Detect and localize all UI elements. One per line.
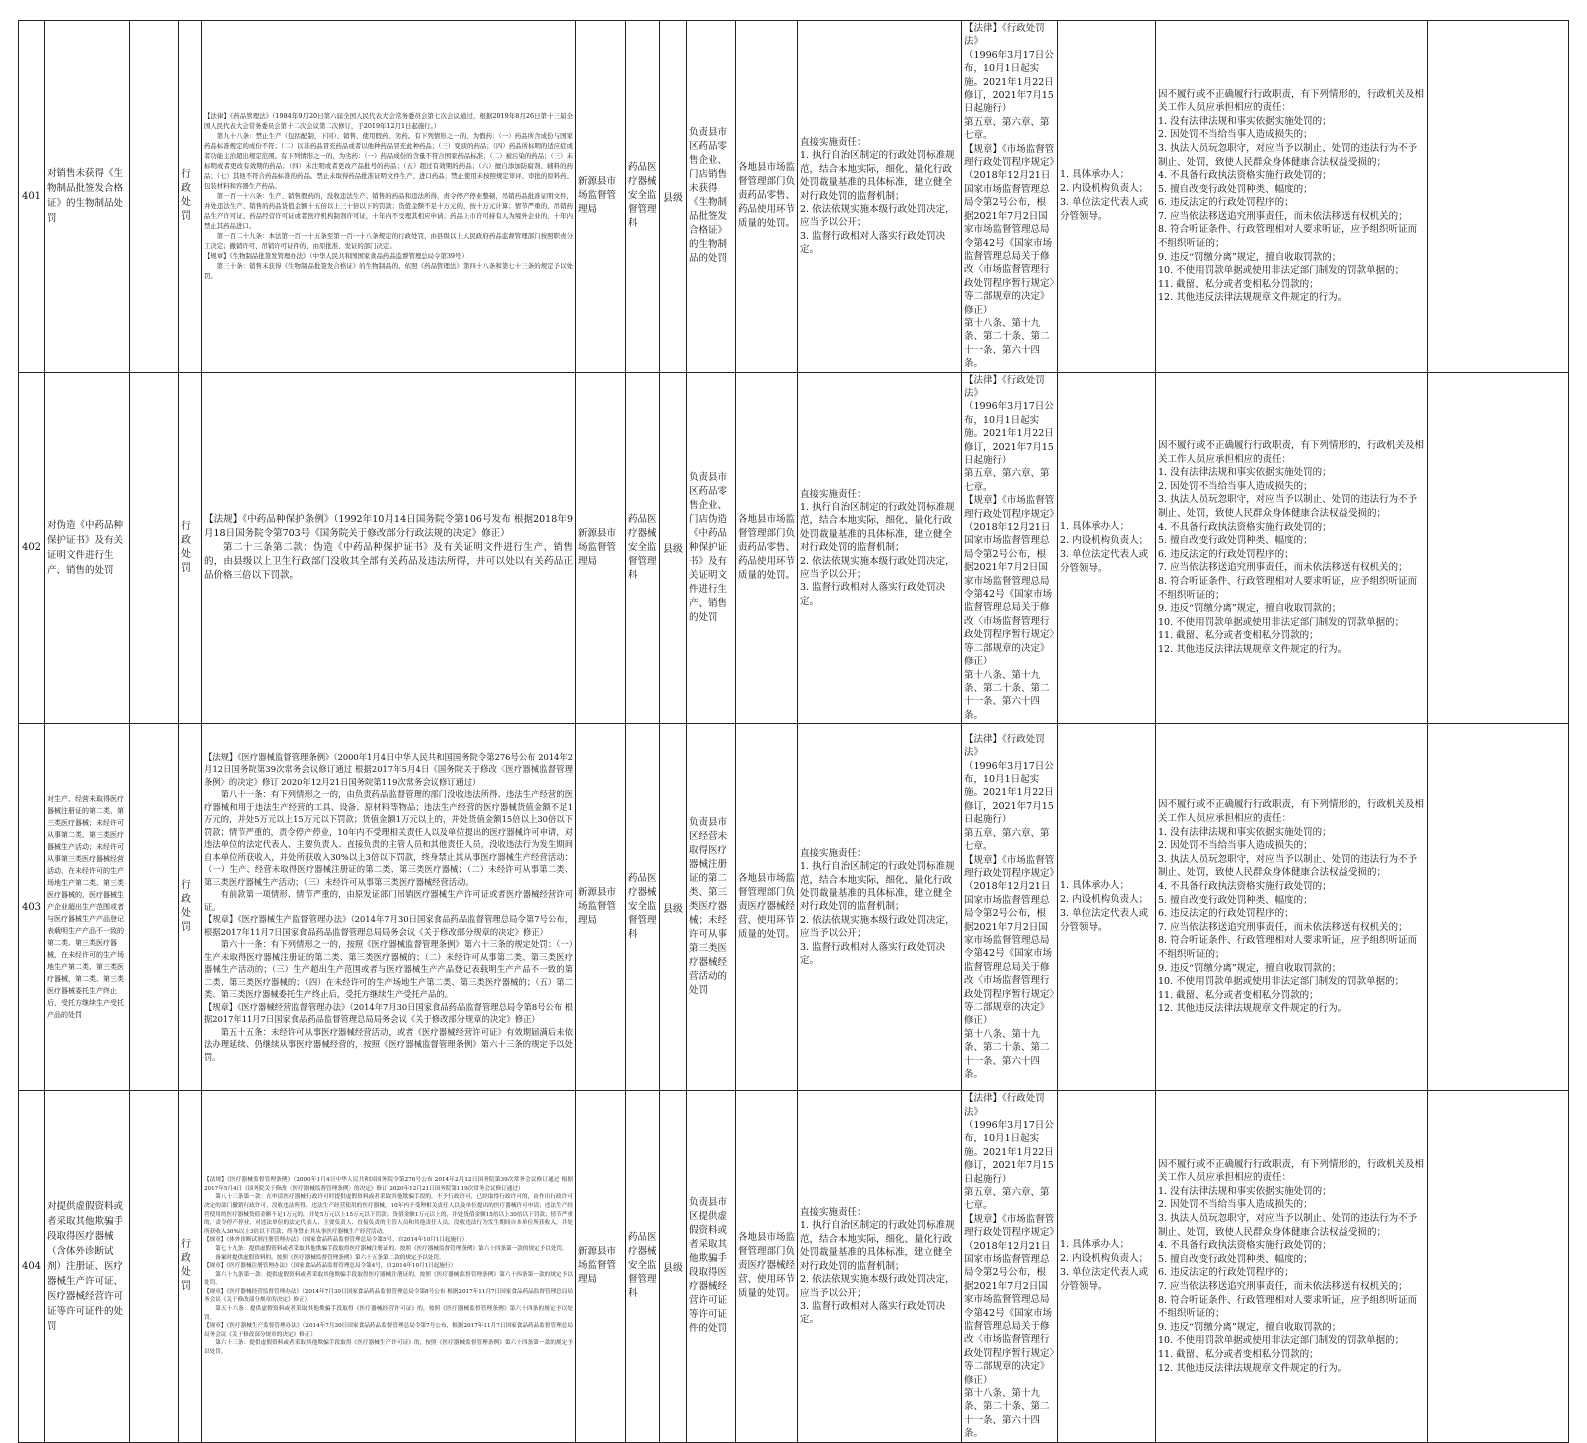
accountability-line: 2. 因处罚不当给当事人造成损失的；	[1158, 480, 1313, 492]
accountability-line: 3. 执法人员玩忽职守，对应当予以制止、处罚的违法行为不予制止、处罚，致使人民群众身体健康合法权益受损的；	[1158, 494, 1418, 520]
responsible-department: 药品医疗器械安全监督管理科	[626, 724, 660, 1091]
legal-basis-paragraph: 【规章】《医疗器械注册管理办法》（国家食品药品监督管理总局令第4号，自2014年10月1日起施行）	[204, 1263, 457, 1270]
legal-basis-paragraph: 第六十一条：有下列情形之一的，按照《医疗器械监督管理条例》第六十三条的规定处罚：（一）生产未取得医疗器械注册证的第二类、第三类医疗器械的；（二）未经许可从事第二类、第三类医疗器械生产活动的；（三）生产超出生产范围或者与医疗器械生产产品登记表载明生产产品不一致的第二类、第三类医疗器械的；（四）在未经许可的生产场地生产第二类、第三类医疗器械的；（五）第二类、第三类医疗器械委托生产终止后，受托方继续生产受托产品的。	[204, 939, 573, 1000]
procedure-line: （1996年3月17日公布，10月1日起实施。2021年1月22日修订，2021年7月15日起施行）	[964, 1119, 1054, 1185]
legal-basis-paragraph: 第二十三条第二款：伪造《中药品种保护证书》及有关证明文件进行生产、销售的，由县级以上卫生行政部门没收其全部有关药品及违法所得，并可以处以有关药品正品价格三倍以下罚款。	[204, 541, 573, 581]
legal-basis-paragraph: 备案时提供虚假资料的，按照《医疗器械监督管理条例》第六十五条第二款的规定予以处罚。	[215, 1254, 445, 1261]
responsibility-line: 3. 监督行政相对人落实行政处罚决定。	[800, 230, 946, 256]
accountability-line: 7. 应当依法移送追究刑事责任，而未依法移送有权机关的；	[1158, 921, 1408, 933]
legal-basis-paragraph: 第五十六条：提供虚假资料或者采取其他欺骗手段取得《医疗器械经营许可证》的，按照《医疗器械监督管理条例》第六十四条的规定予以处罚。	[204, 1306, 573, 1321]
procedure-line: 第五章、第六章、第七章。	[964, 468, 1050, 493]
accountability-line: 8. 符合听证条件、行政管理相对人要求听证，应予组织听证而不组织听证的；	[1158, 576, 1418, 601]
responsible-department: 药品医疗器械安全监督管理科	[626, 372, 660, 724]
accountability-line: 10. 不使用罚款单据或使用非法定部门制发的罚款单据的；	[1158, 976, 1405, 988]
procedure-line: （1996年3月17日公布，10月1日起实施。2021年1月22日修订，2021年7月15日起施行）	[964, 760, 1054, 826]
procedure-line: 第十八条、第十九条、第二十条、第二十一条、第六十四条。	[964, 1028, 1050, 1080]
bearer-line: 3. 单位法定代表人或分管领导。	[1060, 197, 1149, 223]
duty-condition: 负责县市区提供虚假资料或者采取其他欺骗手段取得医疗器械经营许可证等许可证件的处罚	[687, 1091, 736, 1443]
accountability-line: 6. 违反法定的行政处罚程序的；	[1158, 548, 1294, 560]
exercise-level: 县级	[660, 724, 687, 1091]
item-name: 对生产、经营未取得医疗器械注册证的第二类、第三类医疗器械；未经许可从事第二类、第三类医疗器械生产活动；未经许可从事第三类医疗器械经营活动，在未经许可的生产场地生产第二类、第三类医疗器械的，医疗器械生产企业超出生产范围或者与医疗器械生产产品登记表载明生产产品不一致的第二类、第三类医疗器械，在未经许可的生产场地生产第二类、第三类医疗器械，第二类、第三类医疗器械委托生产终止后，受托方继续生产受托产品的处罚	[45, 724, 130, 1091]
procedure-line: 第五章、第六章、第七章。	[964, 827, 1050, 853]
accountability-line: 2. 因处罚不当给当事人造成损失的；	[1158, 840, 1313, 852]
legal-basis-paragraph: 第七十九条：提供虚假资料或者采取其他欺骗手段取得医疗器械注册证的，按照《医疗器械监督管理条例》第六十四条第一款的规定予以处罚。	[215, 1245, 568, 1252]
accountability-line: 7. 应当依法移送追究刑事责任，而未依法移送有权机关的；	[1158, 210, 1408, 222]
responsibility-line: 2. 依法依规实施本级行政处罚决定，应当予以公开；	[800, 914, 955, 940]
procedure-basis	[962, 1091, 1058, 1443]
procedure-line: 第十八条、第十九条、第二十条、第二十一条、第六十四条。	[964, 669, 1050, 721]
bearer-line: 3. 单位法定代表人或分管领导。	[1060, 1267, 1149, 1293]
accountability-line: 12. 其他违反法律法规规章文件规定的行为。	[1158, 292, 1348, 304]
legal-basis-paragraph: 【法规】《医疗器械监督管理条例》（2000年1月4日中华人民共和国国务院令第276号公布 2014年2月12日国务院第39次常务会议修订通过 根据2017年5月4日《国务院关于修改〈医疗器械监督管理条例〉的决定》修订 2020年12月21日国务院第119次常务会议修订通过）	[204, 1177, 573, 1192]
legal-basis-paragraph: 【法规】《中药品种保护条例》（1992年10月14日国务院令第106号发布 根据2018年9月18日国务院令第703号《国务院关于修改部分行政法规的决定》修正）	[204, 513, 573, 539]
responsibility-line: 2. 依法依规实施本级行政处罚决定，应当予以公开；	[800, 203, 955, 229]
accountability-line: 9. 违反“罚缴分离”规定，擅自收取罚款的；	[1158, 1321, 1342, 1333]
accountability-line: 12. 其他违反法律法规规章文件规定的行为。	[1158, 644, 1348, 655]
responsibility-table	[18, 20, 1569, 1443]
duty-department: 各地县市场监督管理部门负责药品零售、药品使用环节质量的处罚。	[736, 372, 798, 724]
empty-cell	[130, 372, 179, 724]
responsibility-line: 直接实施责任：	[800, 1207, 867, 1219]
accountability-line: 12. 其他违反法律法规规章文件规定的行为。	[1158, 1362, 1348, 1374]
bearer-line: 3. 单位法定代表人或分管领导。	[1060, 548, 1149, 574]
accountability-line: 5. 擅自改变行政处罚种类、幅度的；	[1158, 535, 1313, 547]
accountability-line: 2. 因处罚不当给当事人造成损失的；	[1158, 129, 1313, 141]
responsibility-line: 1. 执行自治区制定的行政处罚标准规范，结合本地实际，细化、量化行政处罚裁量基准的具体标准，建立健全对行政处罚的监督机制；	[800, 1220, 955, 1272]
remarks-cell	[1428, 372, 1569, 724]
empty-cell	[130, 21, 179, 373]
accountability-line: 5. 擅自改变行政处罚种类、幅度的；	[1158, 1253, 1313, 1265]
item-number: 404	[19, 1091, 45, 1443]
bearer-line: 2. 内设机构负责人；	[1060, 534, 1149, 546]
bearer-line: 2. 内设机构负责人；	[1060, 1253, 1149, 1265]
responsibility-line: 直接实施责任：	[800, 136, 867, 148]
implementing-subject: 新源县市场监督管理局	[576, 1091, 626, 1443]
responsibility-items	[798, 21, 962, 373]
procedure-line: 【规章】《市场监督管理行政处罚程序规定》（2018年12月21日国家市场监督管理总局令第2号公布，根据2021年7月2日国家市场监督管理总局令第42号《国家市场监督管理总局关于修改〈市场监督管理行政处罚程序暂行规定〉等二部规章的决定》修正）	[964, 854, 1055, 1027]
duty-department: 各地县市场监督管理部门负责医疗器械经营、使用环节质量的处罚。	[736, 1091, 798, 1443]
legal-basis-paragraph: 第一百二十九条：本法第一百一十五条至第一百一十八条规定的行政处罚，由县级以上人民政府药品监督管理部门按照职责分工决定；撤销许可、吊销许可证件的，由原批准、发证的部门决定。	[204, 232, 573, 251]
item-number: 403	[19, 724, 45, 1091]
accountability-line: 因不履行或不正确履行行政职责，有下列情形的，行政机关及相关工作人员应承担相应的责任：	[1158, 1158, 1425, 1184]
accountability-line: 7. 应当依法移送追究刑事责任，而未依法移送有权机关的；	[1158, 562, 1408, 574]
duty-condition: 负责县市区药品零售企业、门店伪造《中药品种保护证书》及有关证明文件进行生产、销售的处罚	[687, 372, 736, 724]
responsibility-line: 2. 依法依规实施本级行政处罚决定，应当予以公开；	[800, 555, 955, 580]
accountability-line: 4. 不具备行政执法资格实施行政处罚的；	[1158, 1240, 1332, 1252]
accountability-line: 11. 截留、私分或者变相私分罚款的；	[1158, 278, 1319, 290]
responsibility-line: 1. 执行自治区制定的行政处罚标准规范，结合本地实际，细化、量化行政处罚裁量基准的具体标准，建立健全对行政处罚的监督机制；	[800, 150, 955, 202]
accountability-line: 6. 违反法定的行政处罚程序的；	[1158, 908, 1294, 920]
bearer-line: 1. 具体承办人；	[1060, 169, 1130, 181]
item-category: 行政处罚	[179, 21, 202, 373]
accountability-line: 11. 截留、私分或者变相私分罚款的；	[1158, 989, 1319, 1001]
procedure-line: （1996年3月17日公布，10月1日起实施。2021年1月22日修订，2021年7月15日起施行）	[964, 49, 1054, 115]
procedure-line: （1996年3月17日公布，10月1日起实施。2021年1月22日修订，2021年7月15日起施行）	[964, 401, 1054, 466]
implementing-subject: 新源县市场监督管理局	[576, 21, 626, 373]
accountability-line: 11. 截留、私分或者变相私分罚款的；	[1158, 1348, 1319, 1360]
accountability-line: 因不履行或不正确履行行政职责，有下列情形的，行政机关及相关工作人员应承担相应的责任：	[1158, 440, 1425, 465]
accountability-situations	[1156, 21, 1428, 373]
legal-basis-paragraph: 【规章】《医疗器械经营监督管理办法》（2014年7月30日国家食品药品监督管理总局令第8号公布 根据2017年11月7日国家食品药品监督管理总局局务会议《关于修改部分规章的决定》修正）	[204, 1288, 573, 1304]
accountability-line: 6. 违反法定的行政处罚程序的；	[1158, 1267, 1294, 1279]
accountability-line: 4. 不具备行政执法资格实施行政处罚的；	[1158, 170, 1332, 182]
implementing-subject: 新源县市场监督管理局	[576, 372, 626, 724]
accountability-line: 10. 不使用罚款单据或使用非法定部门制发的罚款单据的；	[1158, 616, 1405, 628]
responsibility-items	[798, 1091, 962, 1443]
accountability-situations	[1156, 372, 1428, 724]
accountability-line: 1. 没有法律法规和事实依据实施处罚的；	[1158, 826, 1332, 838]
responsibility-line: 2. 依法依规实施本级行政处罚决定，应当予以公开；	[800, 1274, 955, 1299]
responsibility-line: 直接实施责任：	[800, 847, 867, 859]
bearer-line: 1. 具体承办人；	[1060, 520, 1130, 532]
accountability-line: 3. 执法人员玩忽职守，对应当予以制止、处罚的违法行为不予制止、处罚，致使人民群众身体健康合法权益受损的；	[1158, 142, 1418, 168]
procedure-line: 【规章】《市场监督管理行政处罚程序规定》（2018年12月21日国家市场监督管理总局令第2号公布，根据2021年7月2日国家市场监督管理总局令第42号《国家市场监督管理总局关于修改〈市场监督管理行政处罚程序暂行规定〉等二部规章的决定》修正）	[964, 143, 1055, 316]
table-row	[19, 1091, 1569, 1443]
procedure-line: 【法律】《行政处罚法》	[964, 374, 1045, 399]
procedure-line: 【规章】《市场监督管理行政处罚程序规定》（2018年12月21日国家市场监督管理总局令第2号公布，根据2021年7月2日国家市场监督管理总局令第42号《国家市场监督管理总局关于修改〈市场监督管理行政处罚程序暂行规定〉等二部规章的决定》修正）	[964, 495, 1055, 668]
implementing-subject: 新源县市场监督管理局	[576, 724, 626, 1091]
item-name: 对销售未获得《生物制品批签发合格证》的生物制品处罚	[45, 21, 130, 373]
accountability-line: 11. 截留、私分或者变相私分罚款的；	[1158, 630, 1319, 642]
remarks-cell	[1428, 724, 1569, 1091]
accountability-line: 因不履行或不正确履行行政职责，有下列情形的，行政机关及相关工作人员应承担相应的责任：	[1158, 88, 1425, 114]
accountability-line: 因不履行或不正确履行行政职责，有下列情形的，行政机关及相关工作人员应承担相应的责任：	[1158, 799, 1425, 824]
empty-cell	[130, 1091, 179, 1443]
legal-basis	[202, 21, 576, 373]
empty-cell	[130, 724, 179, 1091]
table-row	[19, 21, 1569, 373]
duty-condition: 负责县市区药品零售企业、门店销售未获得《生物制品批签发合格证》的生物制品的处罚	[687, 21, 736, 373]
procedure-basis	[962, 372, 1058, 724]
responsibility-line: 1. 执行自治区制定的行政处罚标准规范，结合本地实际，细化、量化行政处罚裁量基准的具体标准，建立健全对行政处罚的监督机制；	[800, 861, 955, 913]
accountability-line: 7. 应当依法移送追究刑事责任，而未依法移送有权机关的；	[1158, 1281, 1408, 1292]
accountability-line: 10. 不使用罚款单据或使用非法定部门制发的罚款单据的；	[1158, 265, 1405, 277]
item-name: 对提供虚假资料或者采取其他欺骗手段取得医疗器械（含体外诊断试剂）注册证、医疗器械生产许可证、医疗器械经营许可证等许可证件的处罚	[45, 1091, 130, 1443]
legal-basis-paragraph: 第五十五条：未经许可从事医疗器械经营活动，或者《医疗器械经营许可证》有效期届满后未依法办理延续、仍继续从事医疗器械经营的，按照《医疗器械监督管理条例》第六十三条的规定予以处罚。	[204, 1026, 573, 1062]
responsibility-bearer	[1058, 724, 1156, 1091]
duty-department: 各地县市场监督管理部门负责药品零售、药品使用环节质量的处罚。	[736, 21, 798, 373]
procedure-line: 第十八条、第十九条、第二十条、第二十一条、第六十四条。	[964, 1388, 1050, 1440]
remarks-cell	[1428, 1091, 1569, 1443]
responsibility-line: 3. 监督行政相对人落实行政处罚决定。	[800, 1300, 946, 1326]
duty-department: 各地县市场监督管理部门负责医疗器械经营、使用环节质量的处罚。	[736, 724, 798, 1091]
legal-basis-paragraph: 第八十三条第一款：在申请医疗器械行政许可时提供虚假资料或者采取其他欺骗手段的，不予行政许可，已经取得行政许可的，由作出行政许可决定的部门撤销行政许可，没收违法所得、违法生产经营使用的医疗器械，10年内不受理相关责任人以及单位提出的医疗器械许可申请；违法生产经营使用的医疗器械货值金额不足1万元的，并处5万元以上15万元以下罚款；货值金额1万元以上的，并处货值金额15倍以上30倍以下罚款；情节严重的，责令停产停业，对违法单位的法定代表人、主要负责人、直接负责的主管人员和其他责任人员，没收违法行为发生期间自本单位所获收入，并处所获收入30%以上3倍以下罚款，终身禁止其从事医疗器械生产经营活动。	[204, 1194, 573, 1235]
legal-basis-paragraph: 第九十八条：禁止生产（包括配制，下同）、销售、使用假药、劣药。有下列情形之一的，为假药：（一）药品所含成份与国家药品标准规定的成份不符；（二）以非药品冒充药品或者以他种药品冒充此种药品；（三）变质的药品；（四）药品所标明的适应症或者功能主治超出规定范围。有下列情形之一的，为劣药：（一）药品成份的含量不符合国家药品标准；（二）被污染的药品；（三）未标明或者更改有效期的药品；（四）未注明或者更改产品批号的药品；（五）超过有效期的药品；（六）擅自添加防腐剂、辅料的药品；（七）其他不符合药品标准的药品。禁止未取得药品批准证明文件生产、进口药品；禁止使用未按照规定审评、审批的原料药、包装材料和容器生产药品。	[204, 132, 573, 191]
accountability-line: 2. 因处罚不当给当事人造成损失的；	[1158, 1199, 1313, 1211]
procedure-basis	[962, 21, 1058, 373]
item-name: 对伪造《中药品种保护证书》及有关证明文件进行生产、销售的处罚	[45, 372, 130, 724]
duty-condition: 负责县市区经营未取得医疗器械注册证的第二类、第三类医疗器械；未经许可从事第三类医疗器械经营活动的处罚	[687, 724, 736, 1091]
procedure-line: 【法律】《行政处罚法》	[964, 733, 1045, 759]
accountability-situations	[1156, 724, 1428, 1091]
responsibility-bearer	[1058, 1091, 1156, 1443]
legal-basis-paragraph: 第一百一十六条：生产、销售假药的，没收违法生产、销售的药品和违法所得，责令停产停业整顿，吊销药品批准证明文件，并处违法生产、销售的药品货值金额十五倍以上三十倍以下的罚款；货值金额不足十万元的，按十万元计算；情节严重的，吊销药品生产许可证、药品经营许可证或者医疗机构制剂许可证，十年内不受理其相应申请；药品上市许可持有人为境外企业的，十年内禁止其药品进口。	[204, 192, 573, 231]
legal-basis-paragraph: 第六十三条：提供虚假资料或者采取其他欺骗手段取得《医疗器械生产许可证》的，按照《医疗器械监督管理条例》第六十四条第一款的规定予以处罚。	[204, 1340, 573, 1356]
responsibility-bearer	[1058, 21, 1156, 373]
responsibility-line: 3. 监督行政相对人落实行政处罚决定。	[800, 941, 946, 967]
bearer-line: 2. 内设机构负责人；	[1060, 894, 1149, 906]
legal-basis-paragraph: 【法律】《药品管理法》（1984年9月20日第六届全国人民代表大会常务委员会第七次会议通过，根据2019年8月26日第十三届全国人民代表大会常务委员会第十二次会议第二次修订，于2019年12月1日起施行。）	[204, 112, 573, 131]
responsibility-line: 1. 执行自治区制定的行政处罚标准规范，结合本地实际，细化、量化行政处罚裁量基准的具体标准，建立健全对行政处罚的监督机制；	[800, 501, 955, 554]
item-category: 行政处罚	[179, 1091, 202, 1443]
accountability-line: 8. 符合听证条件、行政管理相对人要求听证，应予组织听证而不组织听证的；	[1158, 224, 1418, 250]
accountability-line: 9. 违反“罚缴分离”规定，擅自收取罚款的；	[1158, 251, 1342, 263]
legal-basis	[202, 1091, 576, 1443]
accountability-line: 1. 没有法律法规和事实依据实施处罚的；	[1158, 467, 1332, 479]
item-number: 401	[19, 21, 45, 373]
legal-basis-paragraph: 【规章】《生物制品批签发管理办法》（中华人民共和国国家食品药品监督管理总局令第39号）	[204, 252, 468, 261]
legal-basis-paragraph: 【规章】《医疗器械经营监督管理办法》（2014年7月30日国家食品药品监督管理总局令第8号公布 根据2017年11月7日国家食品药品监督管理总局局务会议《关于修改部分规章的决定》修正）	[204, 1001, 573, 1025]
legal-basis-paragraph: 第三十条：销售未获得《生物制品批签发合格证》的生物制品的，依照《药品管理法》第四十八条和第七十三条的规定予以处罚。	[204, 262, 573, 281]
bearer-line: 1. 具体承办人；	[1060, 880, 1130, 892]
legal-basis-paragraph: 第六十九条第一款：提供虚假资料或者采取其他欺骗手段取得医疗器械注册证的，按照《医疗器械监督管理条例》第六十四条第一款的规定予以处罚。	[204, 1271, 573, 1287]
responsibility-line: 直接实施责任：	[800, 488, 867, 500]
responsible-department: 药品医疗器械安全监督管理科	[626, 21, 660, 373]
responsibility-bearer	[1058, 372, 1156, 724]
accountability-line: 4. 不具备行政执法资格实施行政处罚的；	[1158, 880, 1332, 892]
exercise-level: 县级	[660, 21, 687, 373]
accountability-situations	[1156, 1091, 1428, 1443]
responsibility-items	[798, 724, 962, 1091]
procedure-line: 【法律】《行政处罚法》	[964, 23, 1045, 48]
procedure-basis	[962, 724, 1058, 1091]
accountability-line: 5. 擅自改变行政处罚种类、幅度的；	[1158, 183, 1313, 195]
accountability-line: 10. 不使用罚款单据或使用非法定部门制发的罚款单据的；	[1158, 1335, 1405, 1347]
procedure-line: 第五章、第六章、第七章。	[964, 116, 1050, 142]
procedure-line: 第五章、第六章、第七章。	[964, 1186, 1050, 1212]
procedure-line: 第十八条、第十九条、第二十条、第二十一条、第六十四条。	[964, 317, 1050, 370]
accountability-line: 9. 违反“罚缴分离”规定，擅自收取罚款的；	[1158, 603, 1342, 615]
responsible-department: 药品医疗器械安全监督管理科	[626, 1091, 660, 1443]
legal-basis-paragraph: 第八十一条：有下列情形之一的，由负责药品监督管理的部门没收违法所得、违法生产经营的医疗器械和用于违法生产经营的工具、设备、原材料等物品；违法生产经营的医疗器械货值金额不足1万元的，并处5万元以上15万元以下罚款；货值金额1万元以上的，并处货值金额15倍以上30倍以下罚款；情节严重的，责令停产停业，10年内不受理相关责任人以及单位提出的医疗器械许可申请，对违法单位的法定代表人、主要负责人、直接负责的主管人员和其他责任人员，没收违法行为发生期间自本单位所获收入，并处所获收入30%以上3倍以下罚款，终身禁止其从事医疗器械生产经营活动：（一）生产、经营未取得医疗器械注册证的第二类、第三类医疗器械；（二）未经许可从事第二类、第三类医疗器械生产活动；（三）未经许可从事第三类医疗器械经营活动。	[204, 789, 573, 887]
table-row	[19, 724, 1569, 1091]
responsibility-items	[798, 372, 962, 724]
remarks-cell	[1428, 21, 1569, 373]
item-number: 402	[19, 372, 45, 724]
legal-basis-paragraph: 【规章】《医疗器械生产监督管理办法》（2014年7月30日国家食品药品监督管理总局令第7号公布，根据2017年11月7日国家食品药品监督管理总局局务会议《关于修改部分规章的决定》修正）	[204, 914, 573, 937]
bearer-line: 3. 单位法定代表人或分管领导。	[1060, 908, 1149, 934]
bearer-line: 1. 具体承办人；	[1060, 1239, 1130, 1251]
accountability-line: 5. 擅自改变行政处罚种类、幅度的；	[1158, 894, 1313, 906]
item-category: 行政处罚	[179, 372, 202, 724]
procedure-line: 【法律】《行政处罚法》	[964, 1093, 1045, 1118]
accountability-line: 8. 符合听证条件、行政管理相对人要求听证，应予组织听证而不组织听证的；	[1158, 1294, 1418, 1320]
responsibility-line: 3. 监督行政相对人落实行政处罚决定。	[800, 582, 946, 607]
legal-basis-paragraph: 【法规】《医疗器械监督管理条例》（2000年1月4日中华人民共和国国务院令第276号公布 2014年2月12日国务院第39次常务会议修订通过 根据2017年5月4日《国务院关于修改〈医疗器械监督管理条例〉的决定》修订 2020年12月21日国务院第119次常务会议修订通过）	[204, 751, 573, 787]
accountability-line: 1. 没有法律法规和事实依据实施处罚的；	[1158, 1185, 1332, 1197]
accountability-line: 9. 违反“罚缴分离”规定，擅自收取罚款的；	[1158, 962, 1342, 974]
exercise-level: 县级	[660, 1091, 687, 1443]
legal-basis	[202, 372, 576, 724]
accountability-line: 3. 执法人员玩忽职守，对应当予以制止、处罚的违法行为不予制止、处罚，致使人民群众身体健康合法权益受损的；	[1158, 1213, 1418, 1238]
legal-basis-paragraph: 【规章】《体外诊断试剂注册管理办法》（国家食品药品监督管理总局令第5号，自2014年10月1日起施行）	[204, 1237, 468, 1244]
accountability-line: 8. 符合听证条件、行政管理相对人要求听证，应予组织听证而不组织听证的；	[1158, 935, 1418, 960]
legal-basis-paragraph: 【规章】《医疗器械生产监督管理办法》（2014年7月30日国家食品药品监督管理总局令第7号公布，根据2017年11月7日国家食品药品监督管理总局局务会议《关于修改部分规章的决定》修正）	[204, 1323, 573, 1338]
accountability-line: 4. 不具备行政执法资格实施行政处罚的；	[1158, 521, 1332, 533]
legal-basis-paragraph: 有前款第一项情形、情节严重的，由原发证部门吊销医疗器械生产许可证或者医疗器械经营许可证。	[204, 889, 573, 912]
item-category: 行政处罚	[179, 724, 202, 1091]
accountability-line: 3. 执法人员玩忽职守，对应当予以制止、处罚的违法行为不予制止、处罚，致使人民群众身体健康合法权益受损的；	[1158, 853, 1418, 879]
procedure-line: 【规章】《市场监督管理行政处罚程序规定》（2018年12月21日国家市场监督管理总局令第2号公布，根据2021年7月2日国家市场监督管理总局令第42号《国家市场监督管理总局关于修改〈市场监督管理行政处罚程序暂行规定〉等二部规章的决定》修正）	[964, 1213, 1055, 1386]
bearer-line: 2. 内设机构负责人；	[1060, 183, 1149, 195]
accountability-line: 6. 违反法定的行政处罚程序的；	[1158, 197, 1294, 209]
accountability-line: 12. 其他违反法律法规规章文件规定的行为。	[1158, 1003, 1348, 1015]
accountability-line: 1. 没有法律法规和事实依据实施处罚的；	[1158, 115, 1332, 127]
exercise-level: 县级	[660, 372, 687, 724]
table-row	[19, 372, 1569, 724]
legal-basis	[202, 724, 576, 1091]
